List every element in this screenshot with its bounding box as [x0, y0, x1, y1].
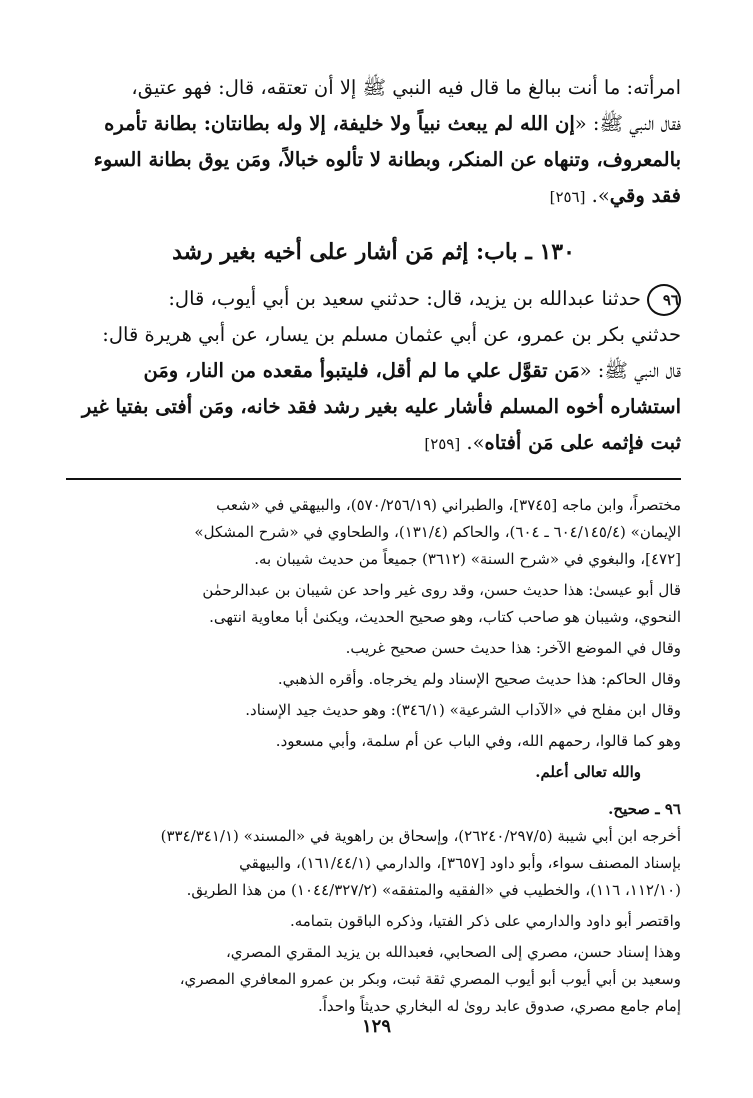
footnote-line: وهذا إسناد حسن، مصري إلى الصحابي، فعبدالله بن يزيد المقري المصري،: [225, 943, 681, 961]
quote-close: ».: [460, 431, 485, 454]
footnote-line: وقال ابن مفلح في «الآداب الشرعية» (٣٤٦/١): وهو حديث جيد الإسناد.: [245, 701, 681, 719]
footnote-line: [٤٧٢]، والبغوي في «شرح السنة» (٣٦١٢) جميعاً من حديث شيبان به.: [254, 550, 681, 568]
footnote-line: مختصراً، وابن ماجه [٣٧٤٥]، والطبراني (٥٧٠/٢٥٦/١٩)، والبيهقي في «شعب: [216, 496, 681, 514]
hadith-reference: [٢٥٦]: [549, 188, 586, 206]
footnote-line: واقتصر أبو داود والدارمي على ذكر الفتيا، وذكره الباقون بتمامه.: [289, 912, 681, 930]
footnote-line: وسعيد بن أبي أيوب أبو أيوب المصري ثقة ثبت، وبكر بن عمرو المعافري المصري،: [179, 970, 681, 988]
hadith-quote: بالمعروف، وتنهاه عن المنكر، وبطانة لا تألوه خبالاً، ومَن يوق بطانة السوء: [93, 148, 681, 171]
page-number: ١٢٩: [361, 1016, 391, 1037]
footnote-line: وهو كما قالوا، رحمهم الله، وفي الباب عن أم سلمة، وأبي مسعود.: [275, 732, 681, 750]
hadith-quote: مَن تقوَّل علي ما لم أقل، فليتبوأ مقعده من النار، ومَن: [143, 359, 580, 382]
top-paragraph: [66, 70, 681, 215]
footnote-paragraph: [66, 492, 681, 573]
footnote-line: الإيمان» (٦٠٤/١٤٥/٤ ـ ٦٠٤)، والحاكم (١٣١/٤)، والطحاوي في «شرح المشكل»: [194, 523, 681, 541]
footnote-line: النحوي، وشيبان هو صاحب كتاب، وهو صحيح الحديث، ويكنىٰ أبا معاوية انتهى.: [209, 608, 681, 626]
footnote-line: وقال في الموضع الآخر: هذا حديث حسن صحيح غريب.: [345, 639, 681, 657]
footnote-paragraph: [66, 939, 681, 1020]
footnote-paragraph: [66, 577, 681, 631]
text-line: فقال النبي ﷺ: «: [574, 112, 681, 135]
footnote-line: وقال الحاكم: هذا حديث صحيح الإسناد ولم يخرجاه. وأقره الذهبي.: [277, 670, 681, 688]
hadith-quote: فقد وقي: [609, 184, 681, 207]
page-content: [66, 70, 681, 1020]
grading-heading: ٩٦ ـ صحيح.: [608, 800, 681, 818]
text-line: حدثنا عبدالله بن يزيد، قال: حدثني سعيد بن أبي أيوب، قال:: [168, 287, 641, 310]
footnote-divider: [66, 478, 681, 480]
footnote-line: إمام جامع مصري، صدوق عابد روىٰ له البخاري حديثاً واحداً.: [317, 997, 681, 1015]
hadith-quote: استشاره أخوه المسلم فأشار عليه بغير رشد فقد خانه، ومَن أفتى بفتيا غير: [81, 395, 681, 418]
chapter-heading: ١٣٠ ـ باب: إثم مَن أشار على أخيه بغير رشد: [172, 239, 575, 265]
hadith-number-badge: ٩٦: [647, 284, 681, 316]
main-text: [66, 70, 681, 462]
hadith-quote: ثبت فإثمه على مَن أفتاه: [484, 431, 681, 454]
footnote-paragraph: [66, 823, 681, 904]
closing-formula: والله تعالى أعلم.: [535, 763, 641, 781]
hadith-quote: إن الله لم يبعث نبياً ولا خليفة، إلا وله بطانتان: بطانة تأمره: [104, 112, 575, 135]
hadith-paragraph: [66, 281, 681, 462]
text-line: قال النبي ﷺ: «: [579, 359, 681, 382]
footnote-line: بإسناد المصنف سواء، وأبو داود [٣٦٥٧]، والدارمي (١٦١/٤٤/١)، والبيهقي: [239, 854, 681, 872]
footnote-line: (١١٢/١٠، ١١٦)، والخطيب في «الفقيه والمتفقه» (١٠٤٤/٣٢٧/٢) من هذا الطريق.: [186, 881, 681, 899]
text-line: حدثني بكر بن عمرو، عن أبي عثمان مسلم بن يسار، عن أبي هريرة قال:: [102, 323, 681, 346]
hadith-reference: [٢٥٩]: [424, 435, 461, 453]
text-line: امرأته: ما أنت ببالغ ما قال فيه النبي ﷺ إلا أن تعتقه، قال: فهو عتيق،: [131, 76, 681, 99]
quote-close: ».: [585, 184, 610, 207]
footnote-line: قال أبو عيسىٰ: هذا حديث حسن، وقد روى غير واحد عن شيبان بن عبدالرحمٰن: [202, 581, 681, 599]
footnote-line: أخرجه ابن أبي شيبة (٢٦٢٤٠/٢٩٧/٥)، وإسحاق بن راهوية في «المسند» (٣٣٤/٣٤١/١): [160, 827, 681, 845]
footnotes: [66, 492, 681, 1020]
